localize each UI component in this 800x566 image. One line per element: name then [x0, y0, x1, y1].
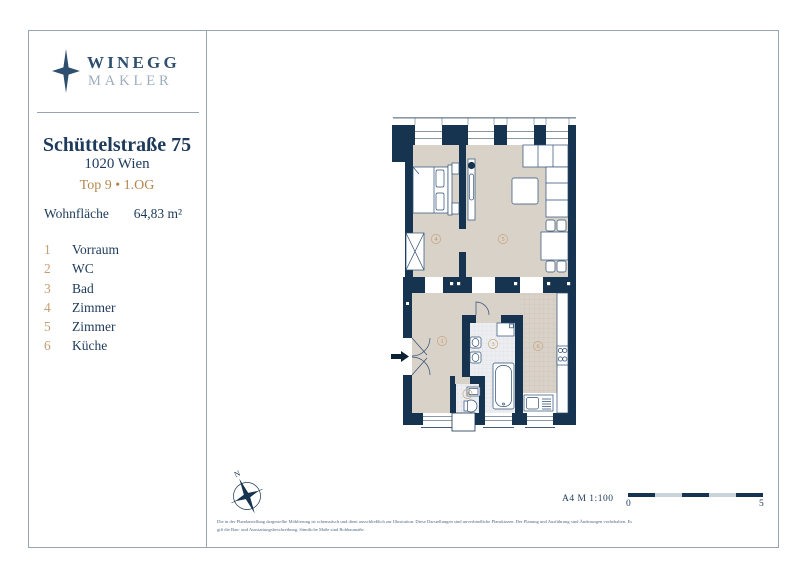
sidebar-divider — [206, 30, 207, 548]
format-scale-label: A4 M 1:100 — [562, 494, 614, 504]
brand-name: WINEGG — [87, 53, 180, 72]
svg-text:5: 5 — [501, 236, 505, 244]
logo-divider — [37, 112, 199, 113]
disclaimer-line-1: Die in der Plandarstellung dargestellte Möblierung ist schematisch und dient ausschließlich zur Illustration. Diese Darstellungen sind unverbindliche Planskizzen. Der Planung und Ausführung sind Änderungen vorbehalten. Es — [217, 519, 633, 524]
listing-city: 1020 Wien — [84, 156, 150, 172]
wardrobe — [406, 233, 424, 270]
washing-machine — [497, 323, 514, 336]
entrance-arrow-icon — [391, 351, 409, 362]
disclaimer — [217, 518, 632, 533]
plant-icon — [468, 162, 475, 169]
bed — [413, 163, 459, 215]
living-area-value: 64,83 m² — [133, 206, 182, 221]
legend-item-vorraum: 1 Vorraum — [44, 242, 119, 257]
winegg-logo-star-icon — [50, 49, 82, 93]
kitchen-counter — [557, 293, 568, 413]
north-label: N — [232, 468, 242, 480]
svg-text:2: 2 — [465, 391, 470, 399]
exterior-shaft — [452, 413, 475, 431]
legend-item-wc: 2 WC — [44, 261, 94, 277]
legend-item-kueche: 6 Küche — [44, 338, 108, 354]
legend-item-bad: 3 Bad — [44, 280, 94, 296]
floorplan — [390, 112, 580, 432]
listing-unit: Top 9 • 1.OG — [79, 178, 155, 193]
svg-text:4: 4 — [434, 236, 438, 244]
brand-subtitle: MAKLER — [88, 73, 173, 89]
listing-street: Schüttelstraße 75 — [42, 134, 192, 156]
legend-item-zimmer4: 4 Zimmer — [44, 299, 116, 315]
svg-text:6: 6 — [536, 343, 540, 351]
svg-text:3: 3 — [491, 341, 495, 349]
legend-item-zimmer5: 5 Zimmer — [44, 319, 116, 335]
bathtub — [493, 363, 514, 409]
living-area-label: Wohnfläche — [44, 206, 109, 221]
room-legend — [44, 242, 119, 358]
living-area-row — [44, 206, 182, 222]
coffee-table — [512, 178, 538, 204]
kitchen-sink — [524, 395, 553, 411]
scale-bar — [628, 493, 763, 497]
disclaimer-line-2: gilt die Bau- und Ausstattungsbeschreibung. Sämtliche Maße sind Rohbaumaße. — [217, 526, 365, 532]
svg-text:1: 1 — [440, 338, 444, 346]
scale-start-label: 0 — [626, 499, 631, 509]
compass-icon — [225, 466, 269, 522]
scale-end-label: 5 — [759, 499, 764, 509]
